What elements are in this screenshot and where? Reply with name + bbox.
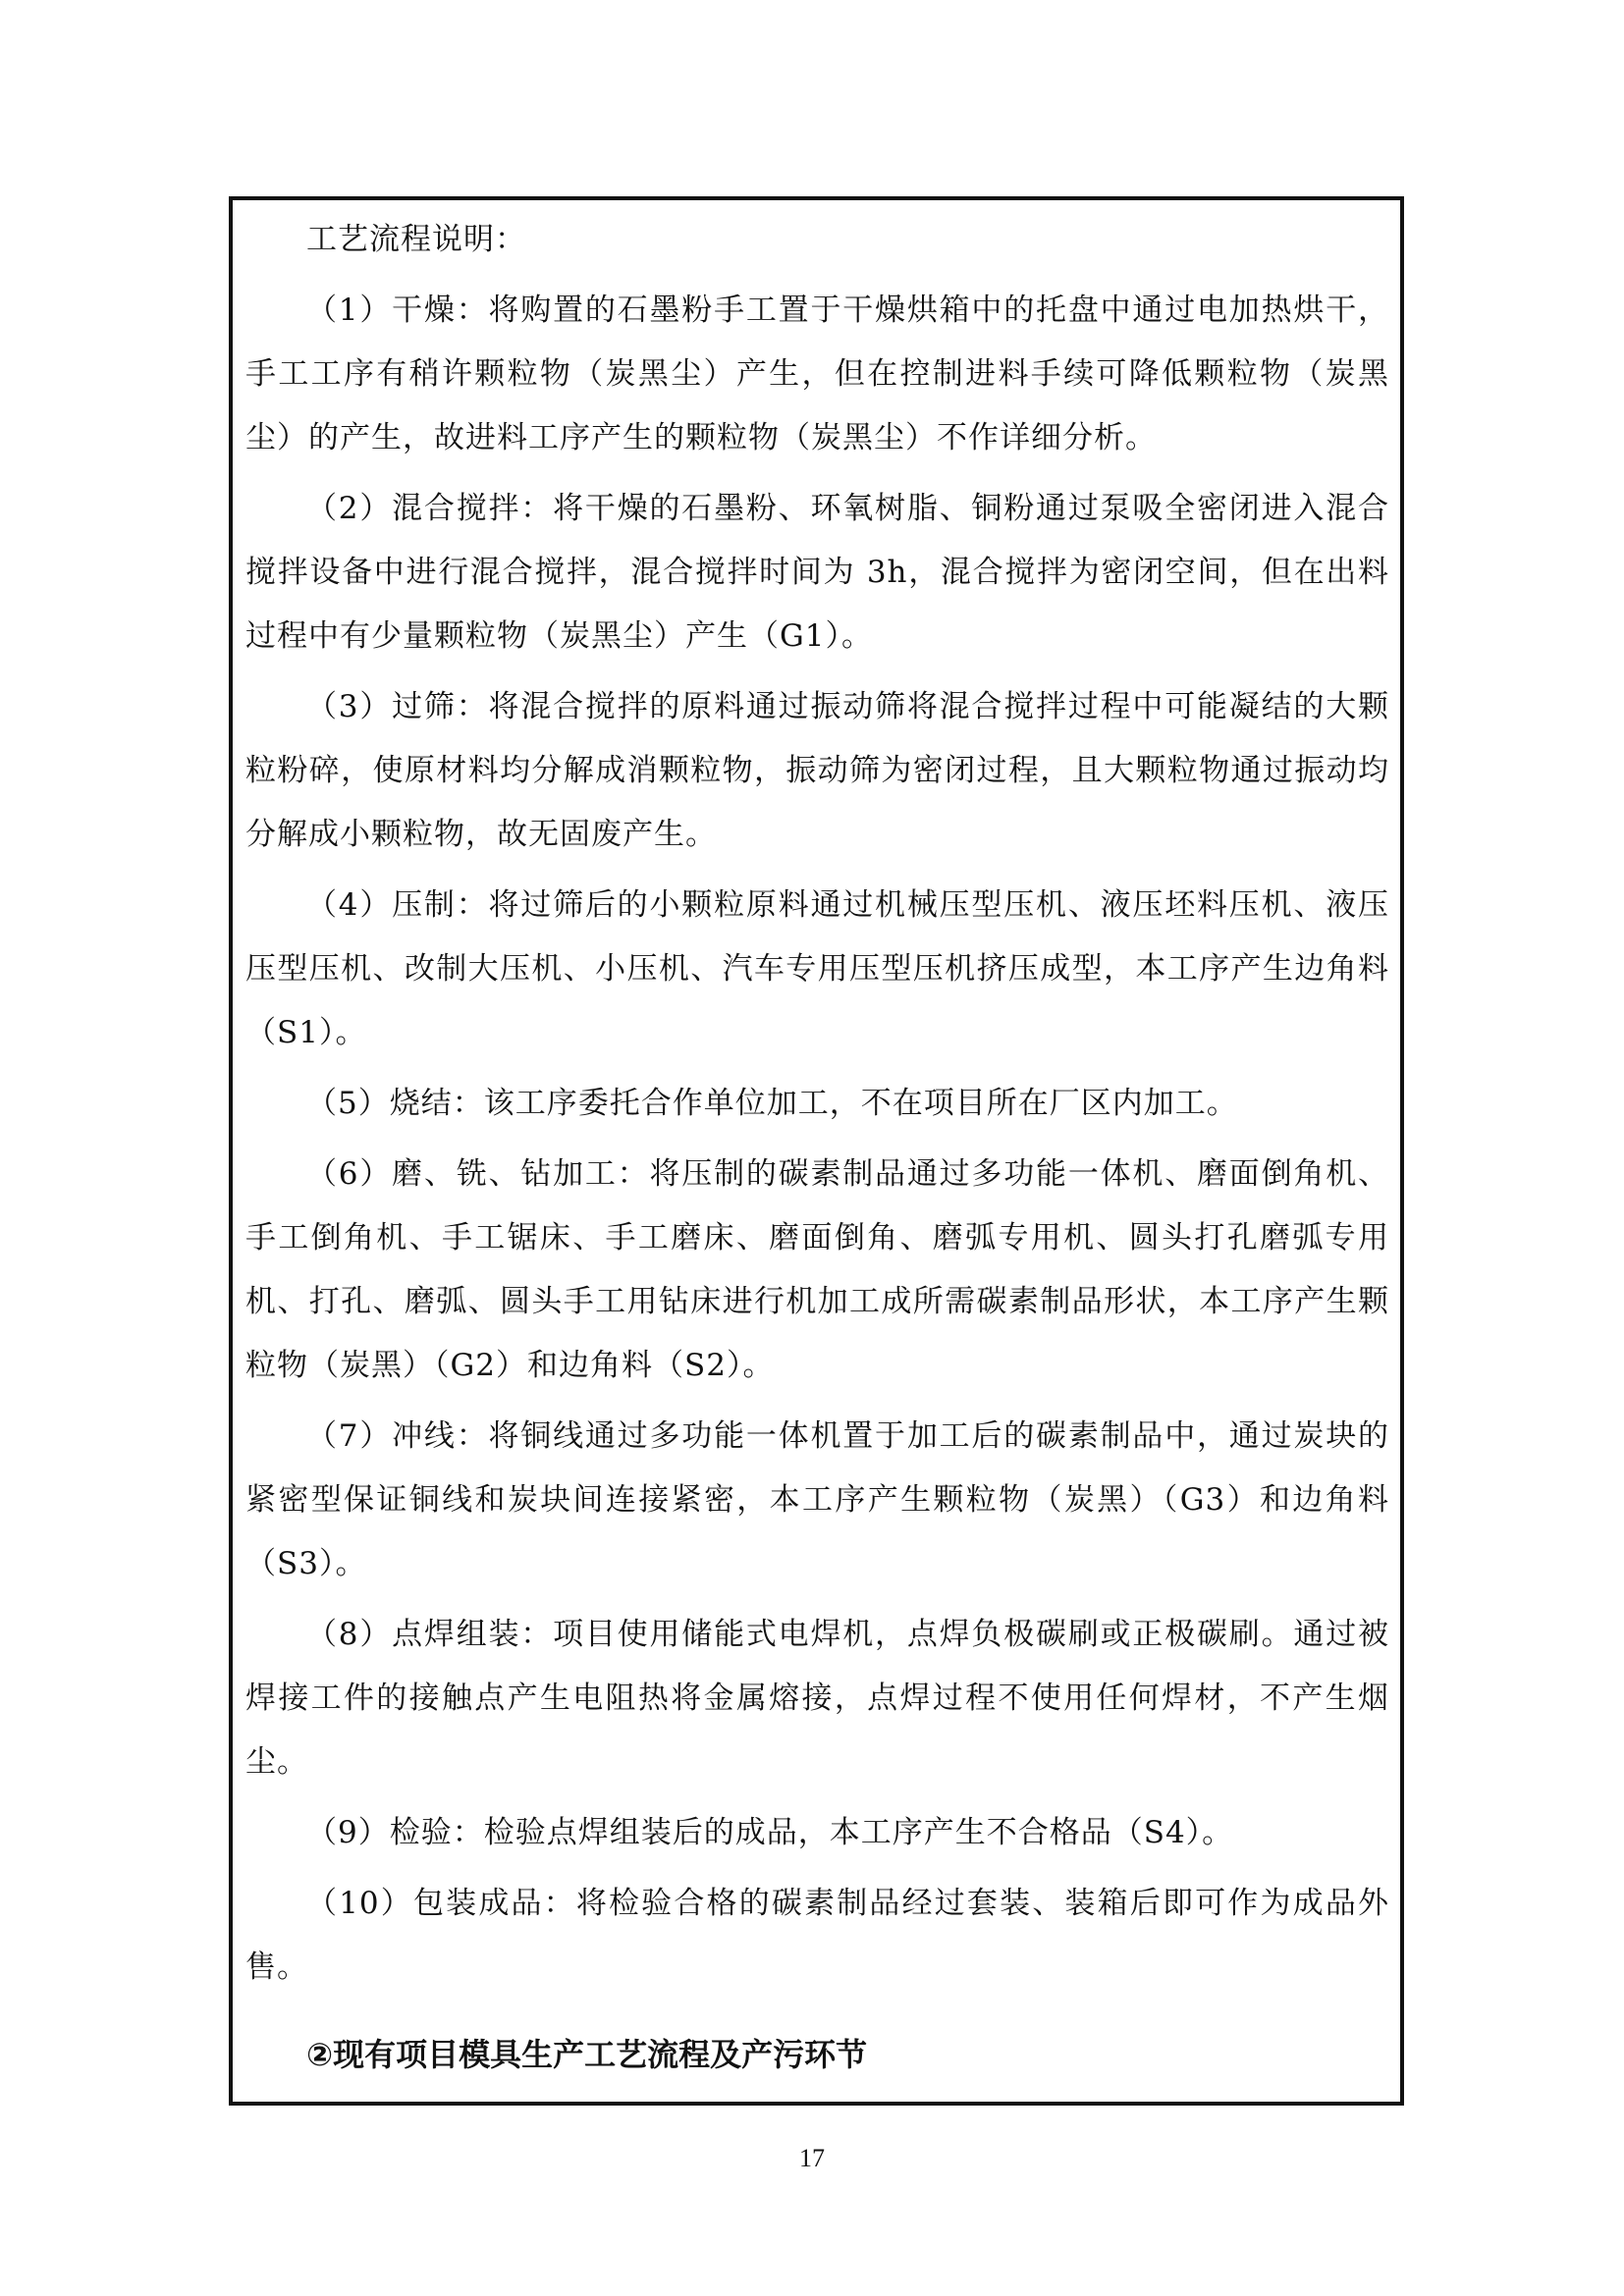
step-1: （1）干燥：将购置的石墨粉手工置于干燥烘箱中的托盘中通过电加热烘干，手工工序有稍许颗粒物（炭黑尘）产生，但在控制进料手续可降低颗粒物（炭黑尘）的产生，故进料工序产生的颗粒物（炭黑尘）不作详细分析。 xyxy=(245,293,1389,455)
intro-text: 工艺流程说明： xyxy=(306,222,526,257)
step-2: （2）混合搅拌：将干燥的石墨粉、环氧树脂、铜粉通过泵吸全密闭进入混合搅拌设备中进行混合搅拌，混合搅拌时间为 3h，混合搅拌为密闭空间，但在出料过程中有少量颗粒物（炭黑尘）产生（G1）。 xyxy=(245,491,1389,654)
step-9: （9）检验：检验点焊组装后的成品，本工序产生不合格品（S4）。 xyxy=(306,1815,1234,1850)
document-body xyxy=(245,208,1389,2118)
step-6: （6）磨、铣、钻加工：将压制的碳素制品通过多功能一体机、磨面倒角机、手工倒角机、手工锯床、手工磨床、磨面倒角、磨弧专用机、圆头打孔磨弧专用机、打孔、磨弧、圆头手工用钻床进行机加工成所需碳素制品形状，本工序产生颗粒物（炭黑）（G2）和边角料（S2）。 xyxy=(245,1156,1389,1383)
step-7: （7）冲线：将铜线通过多功能一体机置于加工后的碳素制品中，通过炭块的紧密型保证铜线和炭块间连接紧密，本工序产生颗粒物（炭黑）（G3）和边角料（S3）。 xyxy=(245,1418,1389,1581)
step-4: （4）压制：将过筛后的小颗粒原料通过机械压型压机、液压坯料压机、液压压型压机、改制大压机、小压机、汽车专用压型压机挤压成型，本工序产生边角料（S1）。 xyxy=(245,887,1389,1050)
step-3: （3）过筛：将混合搅拌的原料通过振动筛将混合搅拌过程中可能凝结的大颗粒粉碎，使原材料均分解成消颗粒物，振动筛为密闭过程，且大颗粒物通过振动均分解成小颗粒物，故无固废产生。 xyxy=(245,689,1389,852)
step-8: （8）点焊组装：项目使用储能式电焊机，点焊负极碳刷或正极碳刷。通过被焊接工件的接触点产生电阻热将金属熔接，点焊过程不使用任何焊材，不产生烟尘。 xyxy=(245,1617,1389,1780)
step-5: （5）烧结：该工序委托合作单位加工，不在项目所在厂区内加工。 xyxy=(306,1086,1238,1121)
step-10: （10）包装成品：将检验合格的碳素制品经过套装、装箱后即可作为成品外售。 xyxy=(245,1886,1389,1985)
page-number: 17 xyxy=(799,2144,825,2172)
section-heading: ②现有项目模具生产工艺流程及产污环节 xyxy=(306,2036,868,2073)
